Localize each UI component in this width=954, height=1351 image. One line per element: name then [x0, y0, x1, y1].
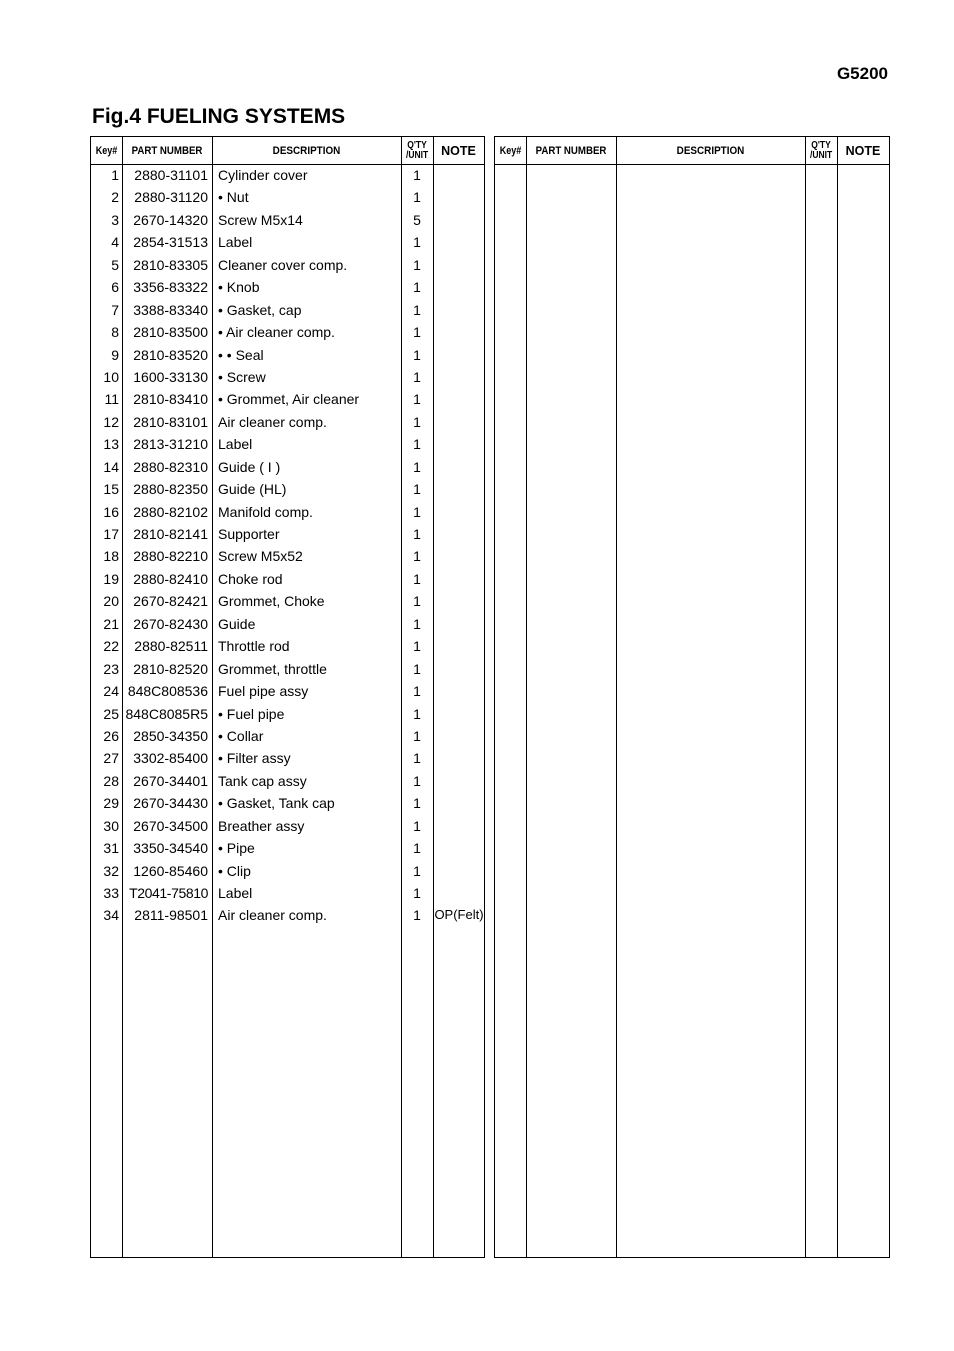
model-number: G5200: [836, 64, 888, 83]
note-cell: OP(Felt): [434, 907, 484, 923]
key-cell: 18: [103, 548, 119, 565]
qty-cell: 1: [413, 638, 421, 655]
header-description: DESCRIPTION: [676, 144, 745, 157]
part-number-cell: 2813-31210: [133, 436, 208, 453]
key-cell: 32: [103, 862, 119, 879]
qty-cell: 1: [413, 593, 421, 610]
description-cell: Grommet, Choke: [218, 593, 325, 610]
key-cell: 2: [111, 189, 119, 206]
qty-cell: 1: [413, 503, 421, 520]
key-cell: 27: [103, 750, 119, 767]
qty-cell: 1: [413, 324, 421, 341]
table-row: [91, 524, 484, 546]
description-cell: Air cleaner comp.: [218, 413, 327, 430]
table-row: [91, 546, 484, 568]
key-cell: 14: [103, 458, 119, 475]
key-cell: 21: [103, 615, 119, 632]
part-number-cell: 2880-82102: [133, 503, 208, 520]
table-row: [91, 816, 484, 838]
qty-cell: 1: [413, 570, 421, 587]
part-number-cell: 2810-83101: [133, 413, 208, 430]
description-cell: Manifold comp.: [218, 503, 313, 520]
qty-cell: 1: [413, 481, 421, 498]
description-cell: Guide (HL): [218, 481, 287, 498]
qty-cell: 1: [413, 167, 421, 183]
key-cell: 11: [104, 391, 119, 408]
part-number-cell: 2880-31101: [134, 167, 208, 183]
description-cell: Screw M5x52: [218, 548, 303, 565]
part-number-cell: 2670-82430: [133, 615, 208, 632]
part-number-cell: 2670-34401: [133, 772, 208, 789]
key-cell: 12: [103, 413, 119, 430]
header-qty-line2: /UNIT: [405, 149, 429, 161]
table-row: [91, 614, 484, 636]
description-cell: • Gasket, Tank cap: [218, 795, 335, 812]
header-qty: [805, 137, 837, 164]
part-number-cell: 2880-82310: [133, 458, 208, 475]
part-number-cell: 2810-83305: [133, 256, 208, 273]
key-cell: 29: [103, 795, 119, 812]
description-cell: • Air cleaner comp.: [218, 324, 335, 341]
description-cell: • Gasket, cap: [218, 301, 302, 318]
key-cell: 9: [111, 346, 119, 363]
key-cell: 17: [103, 526, 119, 542]
table-row: [91, 389, 484, 411]
page-title: Fig.4 FUELING SYSTEMS: [92, 105, 346, 128]
part-number-cell: 2880-82410: [133, 570, 208, 587]
part-number-cell: 3302-85400: [133, 750, 208, 767]
table-row: [91, 883, 484, 905]
table-row: [91, 838, 484, 860]
part-number-cell: 1260-85460: [133, 862, 208, 879]
qty-cell: 1: [413, 683, 421, 700]
key-cell: 16: [103, 503, 119, 520]
table-row: [91, 165, 484, 187]
description-cell: • Pipe: [218, 840, 255, 857]
qty-cell: 1: [413, 189, 421, 206]
table-row: [91, 591, 484, 613]
table-row: [91, 681, 484, 703]
description-cell: • Clip: [218, 862, 251, 879]
key-cell: 7: [111, 301, 119, 318]
qty-cell: 1: [413, 346, 421, 363]
key-cell: 5: [111, 256, 119, 273]
description-cell: • Nut: [218, 189, 249, 206]
part-number-cell: 2810-83410: [133, 391, 208, 408]
table-row: [91, 569, 484, 591]
key-cell: 10: [103, 368, 119, 385]
description-cell: • Collar: [218, 727, 264, 744]
table-row: [91, 300, 484, 322]
description-cell: Breather assy: [218, 817, 305, 834]
header-description: DESCRIPTION: [272, 144, 341, 157]
key-cell: 34: [103, 907, 119, 924]
table-row: [91, 659, 484, 681]
header-qty-line1: Q'TY: [811, 139, 831, 151]
qty-cell: 1: [413, 301, 421, 318]
qty-cell: 1: [413, 772, 421, 789]
part-number-cell: 2670-14320: [133, 211, 208, 228]
key-cell: 19: [103, 570, 119, 587]
table-row: [91, 322, 484, 344]
table-row: [91, 502, 484, 524]
header-qty-line1: Q'TY: [407, 139, 427, 151]
header-key: Key#: [499, 144, 522, 157]
table-row: [91, 367, 484, 389]
description-cell: Supporter: [218, 526, 280, 542]
key-cell: 25: [103, 705, 119, 722]
part-number-cell: 2880-31120: [134, 189, 208, 206]
qty-cell: 1: [413, 705, 421, 722]
key-cell: 3: [111, 211, 119, 228]
qty-cell: 1: [413, 548, 421, 565]
qty-cell: 1: [413, 279, 421, 296]
qty-cell: 1: [413, 368, 421, 385]
qty-cell: 1: [413, 885, 421, 901]
qty-cell: 1: [413, 436, 421, 453]
key-cell: 23: [103, 660, 119, 677]
key-cell: 15: [103, 481, 119, 498]
part-number-cell: 3350-34540: [133, 840, 208, 857]
description-cell: Cylinder cover: [218, 167, 308, 183]
description-cell: Tank cap assy: [218, 772, 307, 789]
header-note: NOTE: [845, 143, 881, 158]
parts-table-right: [494, 136, 890, 1258]
key-cell: 24: [103, 683, 119, 700]
part-number-cell: 2670-34430: [133, 795, 208, 812]
key-cell: 13: [103, 436, 119, 453]
part-number-cell: 1600-33130: [133, 368, 208, 385]
table-row: [91, 232, 484, 254]
table-row: [91, 434, 484, 456]
table-row: [91, 771, 484, 793]
description-cell: • • Seal: [218, 346, 264, 363]
key-cell: 30: [103, 817, 119, 834]
description-cell: • Screw: [218, 368, 266, 385]
header-qty-line2: /UNIT: [809, 149, 833, 161]
part-number-cell: 848C8085R5: [125, 705, 208, 722]
description-cell: Choke rod: [218, 570, 283, 587]
table-row: [91, 726, 484, 748]
parts-table-left: [90, 136, 485, 1258]
description-cell: • Fuel pipe: [218, 705, 285, 722]
qty-cell: 1: [413, 750, 421, 767]
key-cell: 1: [111, 167, 119, 183]
qty-cell: 1: [413, 234, 421, 251]
table-row: [91, 479, 484, 501]
parts-rows: [91, 165, 484, 928]
header-part-number: PART NUMBER: [535, 144, 607, 157]
qty-cell: 1: [413, 413, 421, 430]
part-number-cell: 2811-98501: [134, 907, 208, 924]
qty-cell: 1: [413, 660, 421, 677]
part-number-cell: 2810-83520: [133, 346, 208, 363]
key-cell: 8: [111, 324, 119, 341]
description-cell: Label: [218, 436, 253, 453]
table-row: [91, 210, 484, 232]
description-cell: Throttle rod: [218, 638, 290, 655]
part-number-cell: 848C808536: [127, 683, 208, 700]
key-cell: 31: [103, 840, 119, 857]
table-row: [91, 345, 484, 367]
part-number-cell: 2880-82350: [133, 481, 208, 498]
part-number-cell: 3356-83322: [133, 279, 208, 296]
header-key: Key#: [95, 144, 118, 157]
qty-cell: 1: [413, 795, 421, 812]
description-cell: Screw M5x14: [218, 211, 303, 228]
qty-cell: 5: [413, 211, 421, 228]
part-number-cell: 3388-83340: [133, 301, 208, 318]
description-cell: Fuel pipe assy: [218, 683, 309, 700]
part-number-cell: 2850-34350: [133, 727, 208, 744]
description-cell: • Grommet, Air cleaner: [218, 391, 360, 408]
table-row: [91, 187, 484, 209]
description-cell: Grommet, throttle: [218, 660, 327, 677]
qty-cell: 1: [413, 458, 421, 475]
key-cell: 4: [111, 234, 119, 251]
description-cell: • Filter assy: [218, 750, 291, 767]
table-row: [91, 861, 484, 883]
table-row: [91, 412, 484, 434]
qty-cell: 1: [413, 256, 421, 273]
key-cell: 6: [111, 279, 119, 296]
part-number-cell: 2854-31513: [133, 234, 208, 251]
key-cell: 22: [103, 638, 119, 655]
qty-cell: 1: [413, 727, 421, 744]
table-row: [91, 457, 484, 479]
header-note: NOTE: [441, 143, 476, 158]
part-number-cell: 2670-34500: [133, 817, 208, 834]
header-qty: [401, 137, 433, 164]
table-row: [91, 905, 484, 927]
description-cell: Label: [218, 234, 253, 251]
table-row: [91, 748, 484, 770]
qty-cell: 1: [413, 907, 421, 924]
description-cell: Label: [218, 885, 253, 901]
part-number-cell: 2880-82210: [133, 548, 208, 565]
qty-cell: 1: [413, 526, 421, 542]
key-cell: 20: [103, 593, 119, 610]
qty-cell: 1: [413, 615, 421, 632]
description-cell: Cleaner cover comp.: [218, 256, 348, 273]
description-cell: • Knob: [218, 279, 260, 296]
description-cell: Guide ( I ): [218, 458, 281, 475]
description-cell: Guide: [218, 615, 256, 632]
table-row: [91, 636, 484, 658]
key-cell: 28: [103, 772, 119, 789]
part-number-cell: 2670-82421: [133, 593, 208, 610]
part-number-cell: T2041-75810: [129, 885, 208, 901]
table-row: [91, 255, 484, 277]
qty-cell: 1: [413, 840, 421, 857]
part-number-cell: 2810-83500: [133, 324, 208, 341]
table-row: [91, 277, 484, 299]
key-cell: 26: [103, 727, 119, 744]
part-number-cell: 2810-82520: [133, 660, 208, 677]
part-number-cell: 2880-82511: [134, 638, 208, 655]
header-part-number: PART NUMBER: [131, 144, 203, 157]
table-row: [91, 793, 484, 815]
description-cell: Air cleaner comp.: [218, 907, 327, 924]
key-cell: 33: [103, 885, 119, 901]
qty-cell: 1: [413, 391, 421, 408]
table-row: [91, 704, 484, 726]
qty-cell: 1: [413, 862, 421, 879]
part-number-cell: 2810-82141: [133, 526, 208, 542]
qty-cell: 1: [413, 817, 421, 834]
